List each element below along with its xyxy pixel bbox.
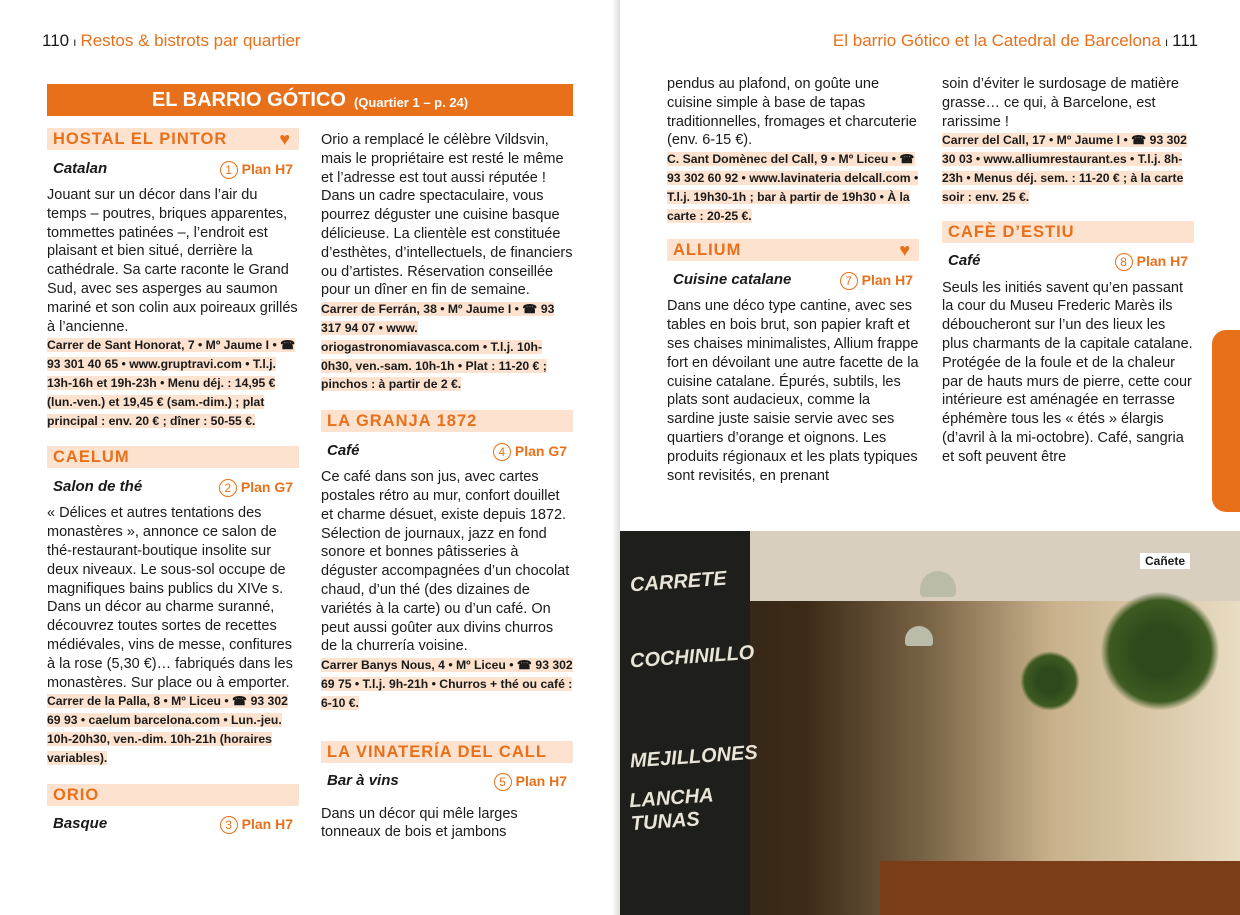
venue-info: C. Sant Domènec del Call, 9 • Mº Liceu • ☎ 93 302 60 92 • www.lavinateria delcall.com • T.l.j. 19h30-1h ; bar à partir de 19h30 • À la carte : 20-25 €.: [667, 152, 919, 223]
chapter-thumb-tab: [1212, 330, 1240, 512]
venue-info: Carrer de la Palla, 8 • Mº Liceu • ☎ 93 302 69 93 • caelum barcelona.com • Lun.-jeu. 10h-20h30, ven.-dim. 10h-21h (horaires variables).: [47, 694, 288, 765]
district-banner: [47, 84, 573, 116]
venue-type: Salon de thé: [53, 477, 143, 495]
map-ref: Plan G7: [514, 442, 567, 459]
venue-type: Basque: [53, 815, 108, 833]
venue-description: Dans un décor qui mêle larges tonneaux de bois et jambons: [321, 805, 518, 841]
venue-type: Cuisine catalane: [673, 270, 792, 288]
venue-name: LA VINATERÍA DEL CALL: [327, 742, 547, 761]
photo-caption: Cañete: [1140, 553, 1190, 569]
venue-category: [321, 438, 573, 464]
map-number: 7: [840, 272, 858, 290]
venue-name: CAELUM: [53, 448, 130, 467]
bar-counter: [880, 861, 1240, 915]
map-ref: Plan H7: [241, 160, 293, 177]
venue-header: [321, 741, 573, 763]
venue-description-cont: soin d’éviter le surdosage de matière grasse… ce qui, à Barcelone, est rarissime !: [942, 76, 1179, 130]
restaurant-photo: [620, 531, 1240, 915]
hanging-plant: [1100, 591, 1220, 711]
map-ref: Plan G7: [240, 478, 293, 495]
column-3: [667, 75, 919, 485]
venue-name: LA GRANJA 1872: [327, 412, 478, 431]
map-ref: Plan H7: [515, 773, 567, 790]
venue-description: Seuls les initiés savent qu’en passant la cour du Museu Frederic Marès ils déboucheront sur l’un des lieux les plus charmants de la capitale catalane. Protégée de la foule et de la chaleur par de hauts murs de pierre, cette cour intérieure est aménagée en terrasse éphémère tous les « étés » élargis (d’avril à la mi-octobre). Café, sangria et soft peuvent être: [942, 279, 1193, 465]
venue-category: [47, 812, 299, 838]
venue-category: [47, 474, 299, 500]
venue-info: Carrer del Call, 17 • Mº Jaume I • ☎ 93 302 30 03 • www.alliumrestaurant.es • T.l.j. 8h-23h • Menus déj. sem. : 11-20 € ; à la carte soir : env. 25 €.: [942, 133, 1187, 204]
venue-category: [667, 267, 919, 293]
map-number: 4: [493, 443, 511, 461]
running-head: Restos & bistrots par quartier: [80, 31, 301, 50]
venue-header: [47, 784, 299, 806]
hanging-plant: [1020, 651, 1080, 711]
venue-header: [321, 410, 573, 432]
board-text: LANCHA TUNAS: [628, 784, 714, 836]
board-text: COCHINILLO: [629, 641, 756, 673]
venue-header: [942, 221, 1194, 243]
venue-type: Bar à vins: [327, 772, 399, 790]
venue-name: ORIO: [53, 785, 100, 804]
column-2: [321, 131, 573, 842]
running-head: El barrio Gótico et la Catedral de Barcelona: [832, 31, 1161, 50]
venue-description: Ce café dans son jus, avec cartes postales rétro au mur, confort douillet et charme désuet, existe depuis 1872. Sélection de journaux, jazz en fond sonore et bonnes pâtisseries à déguster accompagnées d’un chocolat chaud, d’un thé (des dizaines de variétés à la carte) ou d’un café. On peut aussi goûter aux divins churros de la churrería voisine.: [321, 469, 570, 655]
page-number: 111: [1172, 31, 1198, 50]
right-page: [620, 0, 1240, 915]
venue-description: « Délices et autres tentations des monastères », annonce ce salon de thé-restaurant-boutique insolite sur deux niveaux. Le sous-sol occupe de magnifiques bains publics du XIVe s. Dans un décor au charme suranné, découvrez toutes sortes de recettes médiévales, vins de messe, confitures à la rose (5,30 €)… fabriqués dans les monastères. Sur place ou à emporter.: [47, 505, 293, 691]
venue-description-cont: pendus au plafond, on goûte une cuisine simple à base de tapas traditionnelles, fromages et charcuterie (env. 6-15 €).: [667, 76, 917, 149]
venue-header: [667, 239, 919, 261]
venue-header: [47, 446, 299, 468]
venue-type: Café: [327, 441, 360, 459]
banner-title: EL BARRIO GÓTICO: [151, 88, 346, 111]
right-folio: El barrio Gótico et la Catedral de Barcelona ı 111: [832, 31, 1198, 50]
venue-category: [321, 769, 573, 795]
venue-type: Catalan: [53, 159, 108, 177]
map-number: 2: [219, 479, 237, 497]
venue-info: Carrer Banys Nous, 4 • Mº Liceu • ☎ 93 302 69 75 • T.l.j. 9h-21h • Churros + thé ou café : 6-10 €.: [321, 658, 573, 710]
venue-info: Carrer de Sant Honorat, 7 • Mº Jaume I • ☎ 93 301 40 65 • www.gruptravi.com • T.l.j. 13h-16h et 19h-23h • Menu déj. : 14,95 € (lun.-ven.) et 19,45 € (sam.-dim.) ; plat principal : env. 20 € ; dîner : 50-55 €.: [47, 338, 296, 428]
banner-subtitle: (Quartier 1 – p. 24): [353, 94, 469, 110]
venue-type: Café: [948, 252, 981, 270]
map-number: 1: [220, 161, 238, 179]
page-number: 110: [42, 31, 70, 50]
venue-description: Orio a remplacé le célèbre Vildsvin, mais le propriétaire est resté le même et l’adresse est tout aussi réputée ! Dans un cadre spectaculaire, vous pourrez déguster une cuisine basque délicieuse. La clientèle est constituée d’esthètes, d’intellectuels, de financiers ou d’artistes. Réservation conseillée pour un dîner en fin de semaine.: [321, 132, 573, 299]
column-4: [942, 75, 1194, 467]
map-ref: Plan H7: [241, 816, 293, 833]
map-number: 5: [494, 773, 512, 791]
venue-category: [942, 249, 1194, 275]
venue-info: Carrer de Ferrán, 38 • Mº Jaume I • ☎ 93 317 94 07 • www. oriogastronomiavasca.com • T.l.j. 10h-0h30, ven.-sam. 10h-1h • Plat : 11-20 € ; pinchos : à partir de 2 €.: [321, 302, 555, 392]
pendant-lamp: [905, 626, 933, 646]
board-text: CARRETE: [629, 567, 728, 597]
venue-name: CAFÈ D’ESTIU: [948, 222, 1075, 241]
heart-icon: ♥: [899, 240, 911, 261]
column-1: [47, 128, 299, 838]
map-ref: Plan H7: [1136, 253, 1188, 270]
venue-name: ALLIUM: [673, 241, 742, 260]
chalkboard-menu: [620, 531, 759, 915]
venue-category: [47, 156, 299, 182]
heart-icon: ♥: [279, 129, 291, 149]
map-number: 8: [1115, 253, 1133, 271]
board-text: MEJILLONES: [629, 741, 759, 773]
left-folio: 110 ı Restos & bistrots par quartier: [42, 31, 301, 50]
venue-description: Dans une déco type cantine, avec ses tables en bois brut, son papier kraft et ses chaises minimalistes, Allium frappe fort en dévoilant une autre facette de la cuisine catalane. Épurés, subtils, les plats sont audacieux, comme la sardine juste saisie servie avec ses quartiers d’orange et oignons. Les produits régionaux et les plats typiques sont revisités, en prenant: [667, 298, 919, 484]
venue-name: HOSTAL EL PINTOR: [53, 130, 228, 148]
map-ref: Plan H7: [861, 271, 913, 288]
map-number: 3: [220, 816, 238, 834]
venue-description: Jouant sur un décor dans l’air du temps – poutres, briques apparentes, tommettes patinées –, l’endroit est plaisant et bien situé, derrière la cathédrale. Sa carte raconte le Grand Sud, avec ses asperges au saumon mariné et son colin aux poireaux grillés à l’ancienne.: [47, 187, 298, 335]
venue-header: [47, 128, 299, 150]
